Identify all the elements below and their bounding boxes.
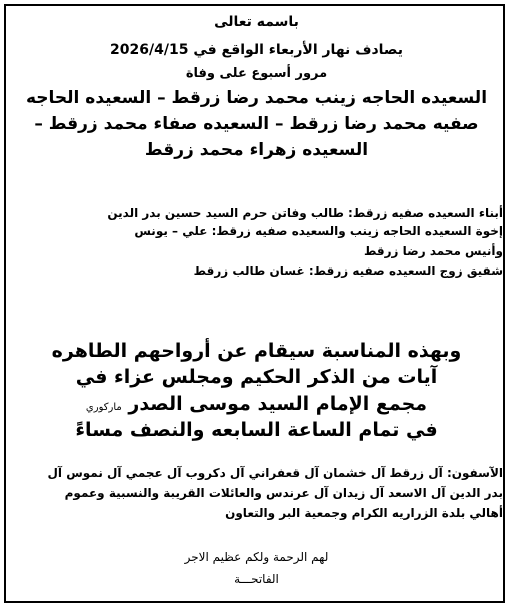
- basmala: باسمه تعالى: [214, 14, 299, 30]
- closing-line-2: الفاتحـــة: [234, 572, 279, 586]
- relatives-line-2: إخوة السعيده الحاجه زينب والسعيده صفيه زرقط: علي – يونس: [134, 224, 503, 238]
- occasion-line: مرور أسبوع على وفاة: [185, 66, 328, 81]
- venue-note: ماركوري: [85, 402, 122, 413]
- relatives-line-4: شقيق زوج السعيده صفيه زرقط: غسان طالب زرقط: [193, 264, 503, 278]
- relatives-line-3: وأنيس محمد رضا زرقط: [363, 244, 503, 258]
- mourners-line-3: أهالي بلدة الزراريه الكرام وجمعية البر والتعاون: [225, 506, 503, 520]
- mourners-line-1: الآسفون: آل زرقط آل خشمان آل قعفراني آل دكروب آل عجمي آل نموس آل: [47, 466, 503, 480]
- deceased-names-line-2: صفيه محمد رضا زرقط – السعيده صفاء محمد زرقط –: [34, 114, 479, 134]
- closing-line-1: لهم الرحمة ولكم عظيم الاجر: [184, 550, 329, 564]
- announcement-line-1: وبهذه المناسبة سيقام عن أرواحهم الطاهره: [51, 340, 462, 362]
- mourners-line-2: بدر الدين آل الاسعد آل زيدان آل عرندس والعائلات القريبة والنسبية وعموم: [64, 486, 503, 500]
- announcement-line-3: [0, 393, 513, 415]
- deceased-names-line-3: السعيده زهراء محمد زرقط: [144, 140, 369, 160]
- announcement-line-2: آيات من الذكر الحكيم ومجلس عزاء في: [75, 366, 438, 388]
- date-line: يصادف نهار الأربعاء الواقع في 2026/4/15: [110, 42, 403, 58]
- announcement-line-4: في تمام الساعة السابعه والنصف مساءً: [75, 419, 438, 441]
- venue-name: مجمع الإمام السيد موسى الصدر: [128, 393, 428, 415]
- deceased-names-line-1: السعيده الحاجه زينب محمد رضا زرقط – السعيده الحاجه: [25, 88, 488, 108]
- relatives-line-1: أبناء السعيده صفيه زرقط: طالب وفاتن حرم السيد حسين بدر الدين: [107, 206, 503, 220]
